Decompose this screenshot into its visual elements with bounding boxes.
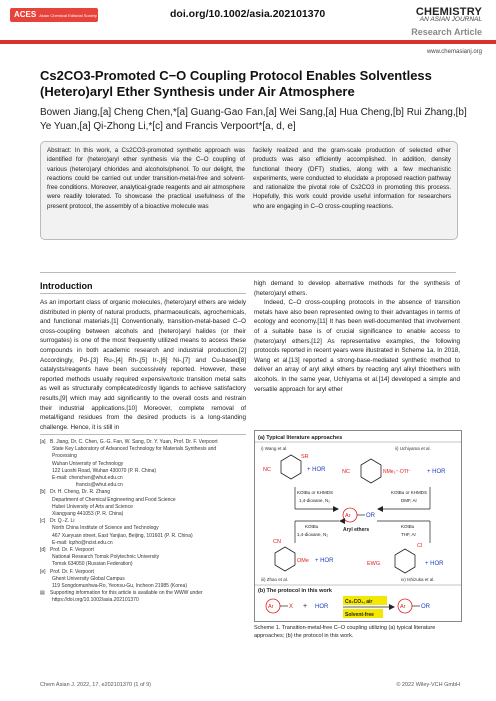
nc-group-1: NC [263,467,271,473]
intro-heading: Introduction [40,281,93,291]
section-divider [40,272,456,273]
benzene-ring-4 [395,549,415,573]
reactant-hor: HOR [315,604,329,610]
ewg-group: EWG [367,561,381,567]
intro-paragraph-2: high demand to develop alternative methods for the synthesis of (hetero)aryl ethers. [254,280,460,297]
intro-paragraph-3: Indeed, C–O cross-coupling protocols in the absence of transition metals have also been represented owing to their advantages in terms of ecology and economy.[11] It has been well-documented that involvement of a suitable base is of crucial significance to enable access to (hetero)aryl ethers.[12] As representative examples, the following protocols reported in recent years were illustrated in Scheme 1a. In 2018, Wang et al.[13] reported a strong-base-mediated synthetic method to deliver an array of aryl alkyl ethers by reacting aryl alkyl thioethers with alcohols. In the same year, Uchiyama et al.[14] developed a simple and versatile approach for aryl ether [254,299,460,393]
paper-title: Cs2CO3-Promoted C−O Coupling Protocol Enables Solventless (Hetero)aryl Ether Synthesis under Air Atmosphere [40,68,432,99]
sr-group: SR [301,454,309,460]
intro-right-column [254,279,460,394]
reactant-ar: Ar [268,604,274,610]
solvent-free: Solvent-free [345,612,374,618]
abstract-right: facilely realized and the gram-scale production of selected ether products was also efficiently accomplished. In addition, density functional theory (DFT) studies, along with a few mechanistic experiments, were conducted to elucidate a proposed reaction pathway and rationalize the pivotal role of Cs2CO3 in promoting this process. Hopefully, this work could provide useful information for researchers who are engaging in C–O cross-coupling reactions. [253,147,451,210]
conditions-iv-base: KOtBu [401,524,415,529]
abstract-left: Abstract: In this work, a Cs2CO3-promoted synthetic approach was identified for (hetero)aryl ether synthesis via the C–O coupling of various (hetero)aryl chlorides and alcohols/phenol. To our delight, the reactions could be carried out under transition-metal-free and solvent-free conditions. Moreover, analytical-grade reagents and air atmosphere were readily tolerated. To showcase the practical usefulness of the present protocol, the assembly of a bioactive molecule was [47,147,245,210]
ref-uchiyama: ii) Uchiyama et al. [395,446,431,451]
intro-underline [40,293,246,294]
journal-subtitle: AN ASIAN JOURNAL [419,16,482,23]
header-divider [0,40,496,44]
conditions-iii-solvent: 1,4-dioxane, N₂ [297,532,329,537]
benzene-ring-1 [281,455,301,479]
affiliation-d: [d] Prof. Dr. F. Verpoort National Research Tomsk Polytechnic University Tomsk 634050 (Russian Federation) [40,547,160,568]
document-icon: ▤ [40,590,45,597]
ref-wang: i) Wang et al. [261,446,288,451]
conditions-i-base: KOtBu or KHMDS [297,490,334,495]
center-ar: Ar [345,513,351,519]
cs2co3-air: Cs₂CO₃, air [345,599,373,605]
affiliation-c: [c] Dr. Q.-Z. Li North China Institute of Science and Technology 467 Xueyuan street, East Yanjiao, Beijing, 101601 (P. R. China) E-mail: lqzho@ncist.edu.cn [40,518,193,546]
svg-text:+: + [303,603,308,610]
article-type: Research Article [411,27,482,37]
publisher-logo: ACES Asian Chemical Editorial Society [10,8,98,22]
affiliation-e: [e] Prof. Dr. F. Verpoort Ghent University Global Campus 119 Songdomunhwa-Ro, Yeonsu-Gu, Incheon 21985 (Korea) [40,568,188,590]
product-ar: Ar [400,604,406,610]
conditions-iv-solvent: THF, Ar [401,532,417,537]
scheme-caption: Scheme 1. Transition-metal-free C–O coupling utilizing (a) typical literature approaches; (b) the protocol in this work. [254,625,436,639]
affiliations [40,439,246,605]
scheme-label-b: (b) The protocol in this work [258,588,332,594]
ammonium-group: NMe₃⁺·OTf⁻ [383,469,411,475]
journal-name: CHEMISTRY [415,6,482,18]
journal-url[interactable]: www.chemasianj.org [426,49,482,55]
cl-group: Cl [417,543,423,549]
cn-group: CN [273,539,281,545]
conditions-ii-base: KOtBu or KHMDS [391,490,428,495]
ome-group: OMe [297,558,309,564]
author-list: Bowen Jiang,[a] Cheng Chen,*[a] Guang-Gao Fan,[a] Wei Sang,[a] Hua Cheng,[b] Rui Zhang,[b] Ye Yuan,[a] Qi-Zhong Li,*[c] and Francis Verpoort*[a, d, e] [40,107,467,132]
conditions-i-solvent: 1,4-dioxane, N₂ [299,498,331,503]
ref-zhao: iii) Zhao et al. [261,577,289,582]
intro-paragraph-1: As an important class of organic molecules, (hetero)aryl ethers are widely distributed in plenty of natural products, pharmaceuticals, agrochemicals, and functional materials.[1] Conventionally, transition-metal-based C–O cross-coupling between alcohols and (hetero)aryl halides (or their surrogates) is one of the most frequently utilized means to access these compounds in both academic research and industrial production.[2] Accordingly, Pd-,[3] Ru-,[4] Rh-,[5] Ir-,[6] Ni-,[7] and Cu-based[8] catalysts/reagents have been successively reported. However, these reported methods usually required expensive/toxic transition metal salts as well as structurally complicated/costly ligands to achieve satisfactory results,[9] which may add significantly to the overall costs and restrain their industrial applications.[10] Moreover, complete removal of metal/ligand residues from the desired products is a long-standing challenge. Hence, it is still in [40,299,246,431]
product-or: OR [421,604,430,610]
plus-hor-2: + HOR [427,469,446,475]
affiliation-a: [a] B. Jiang, Dr. C. Chen, G.-G. Fan, W. Sang, Dr. Y. Yuan, Prof. Dr. F. Verpoort State Key Laboratory of Advanced Technology for Materials Synthesis and Processing Wuhan University of Technology 122 Luoshi Road, Wuhan 430070 (P. R. China) E-mail: chenchen@whut.edu.cn francis@whut.edu.cn [40,439,218,489]
plus-hor-3: + HOR [315,558,334,564]
affiliation-b: [b] Dr. H. Cheng, Dr. R. Zhang Department of Chemical Engineering and Food Science Hubei University of Arts and Science Xiangyang 441053 (P. R. China) [40,489,176,518]
benzene-ring-2 [361,459,381,483]
benzene-ring-3 [275,547,295,571]
supporting-info-link[interactable]: https://doi.org/10.1002/asia.202101370 [52,597,139,604]
aryl-ethers-label: Aryl ethers [343,527,370,533]
conditions-iii-base: KOtBu [305,524,319,529]
reactant-x: X [289,604,294,610]
scheme-figure [254,430,462,622]
nc-group-2: NC [342,469,350,475]
scheme-label-a: (a) Typical literature approaches [258,435,343,441]
conditions-ii-solvent: DMF, Ar [401,498,418,503]
supporting-info-note: ▤ Supporting information for this article is available on the WWW under https://doi.org/10.1002/asia.202101370 [40,590,246,604]
intro-left-column [40,298,246,432]
footnote-divider [40,434,246,435]
doi-link[interactable]: doi.org/10.1002/asia.202101370 [170,8,326,20]
ref-ishizuka: iv) Ishizuka et al. [401,577,435,582]
plus-hor-1: + HOR [307,467,326,473]
center-or: OR [366,513,375,519]
plus-hor-4: + HOR [425,561,444,567]
footer-copyright: © 2022 Wiley-VCH GmbH [396,682,460,688]
scheme-svg [255,431,461,621]
footer-citation: Chem Asian J. 2022, 17, e202101370 (1 of 9) [40,682,151,688]
